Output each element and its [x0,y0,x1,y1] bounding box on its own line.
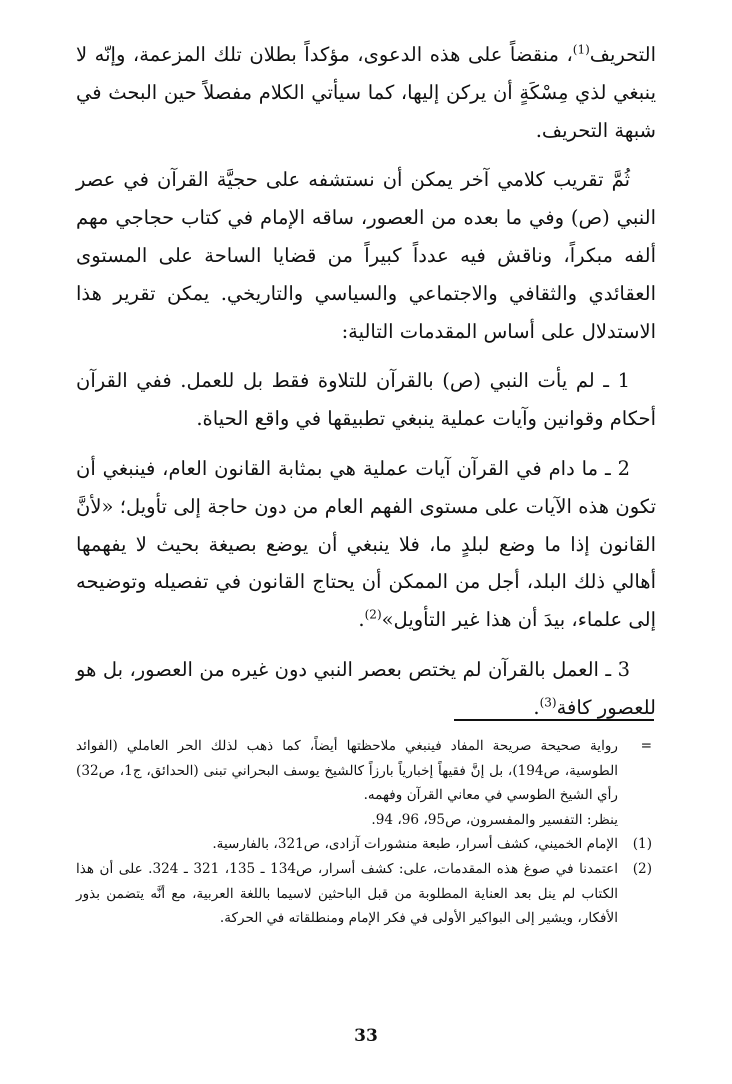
text-run: 3 ـ العمل بالقرآن لم يختص بعصر النبي دون غيره من العصور، بل هو للعصور كافة [76,657,656,719]
footnote-text: الإمام الخميني، كشف أسرار، طبعة منشورات آزادى، ص321، بالفارسية. [212,836,618,853]
footnote-2 [76,857,652,931]
text-run: . [358,608,365,632]
footnote-ref-1[interactable]: (1) [572,42,590,57]
text-run: 1 ـ لم يأت النبي (ص) بالقرآن للتلاوة فقط بل للعمل. ففي القرآن أحكام وقوانين وآيات عملية ينبغي تطبيقها في واقع الحياة. [76,369,656,431]
footnote-1 [76,832,652,857]
paragraph-4 [76,450,656,639]
footnote-text: اعتمدنا في صوغ هذه المقدمات، على: كشف أسرار، ص134 ـ 135، 321 ـ 324. على أن هذا الكتاب لم ينل بعد العناية المطلوبة من قبل الباحثين لاسيما باللغة العربية، مع أنَّه يتضمن بذور الأفكار، ويشير إلى البواكير الأولى في فكر الإمام ومنطلقاته في الحركة. [76,860,618,927]
text-run: . [533,695,540,719]
text-run: التحريف [589,43,656,66]
footnote-continuation-line [76,808,652,833]
text-run: ثُمَّ تقريب كلامي آخر يمكن أن نستشفه على حجيَّة القرآن في عصر النبي (ص) وفي ما بعده من العصور، ساقه الإمام في كتاب حجاجي مهم ألفه مبكراً، وناقش فيه عدداً كبيراً من قضايا الساحة على المستوى العقائدي والثقافي والاجتماعي والسياسي والتاريخي. يمكن تقرير هذا الاستدلال على أساس المقدمات التالية: [76,168,656,343]
paragraph-2 [76,161,656,350]
paragraph-1 [76,36,656,149]
footnote-text: ينظر: التفسير والمفسرون، ص95، 96، 94. [371,811,618,828]
text-run: ، منقضاً على هذه الدعوى، مؤكداً بطلان تلك المزعمة، وإنّه لا ينبغي لذي مِسْكَةٍ أن يركن إليها، كما سيأتي الكلام مفصلاً حين البحث في شبهة التحريف. [76,43,656,142]
page-number: 33 [354,1026,378,1046]
paragraph-5 [76,651,656,727]
text-run: 2 ـ ما دام في القرآن آيات عملية هي بمثابة القانون العام، فينبغي أن تكون هذه الآيات على مستوى الفهم العام من دون حاجة إلى تأويل؛ «لأنَّ القانون إذا ما وضع لبلدٍ ما، فلا ينبغي أن يوضع بصيغة بحيث لا يفهمها أهالي ذلك البلد، أجل من الممكن أن يحتاج القانون في تفصيله وتوضيحه إلى علماء، بيدَ أن هذا غير التأويل» [76,456,656,632]
main-text [76,36,656,739]
footnote-continuation [76,734,652,808]
paragraph-3 [76,362,656,438]
footnotes [76,734,652,931]
footnote-separator [454,719,654,721]
footnote-ref-3[interactable]: (3) [539,695,557,710]
footnote-mark: (1) [632,836,652,853]
footnote-mark [618,808,652,833]
footnote-mark: = [640,738,652,754]
footnote-mark: (2) [632,860,652,877]
footnote-ref-2[interactable]: (2) [364,607,382,622]
footnote-text: رواية صحيحة صريحة المفاد فينبغي ملاحظتها أيضاً، كما ذهب لذلك الحر العاملي (الفوائد الطوسية، ص194)، بل إنَّ فقيهاً إخبارياً بارزاً كالشيخ يوسف البحراني تبنى (الحدائق، ج1، ص32) رأي الشيخ الطوسي في معاني القرآن وفهمه. [76,738,618,804]
